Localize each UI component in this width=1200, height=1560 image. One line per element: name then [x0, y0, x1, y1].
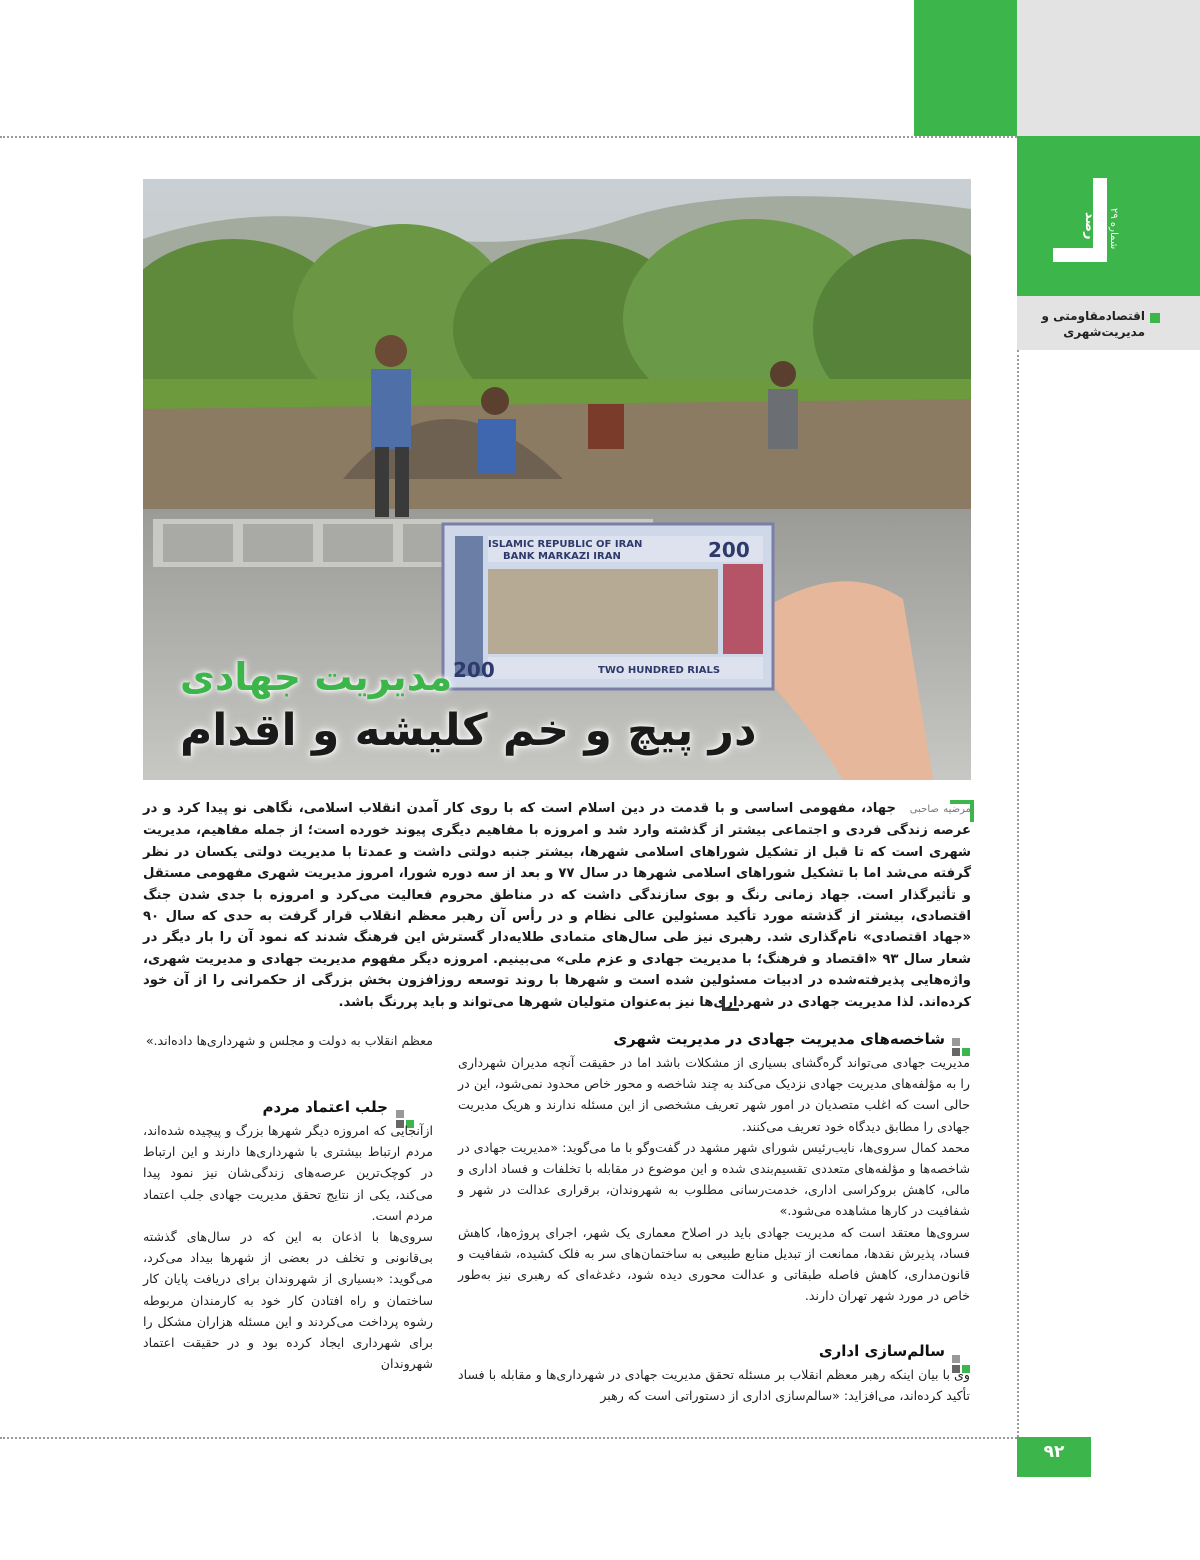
header-divider [0, 136, 1017, 138]
banknote-line2: BANK MARKAZI IRAN [503, 551, 621, 562]
paragraph: سروی‌ها معتقد است که مدیریت جهادی باید در اصلاح معماری یک شهر، اجرای پروژه‌ها، کاهش فساد، پذیرش نقدها، ممانعت از تبدیل منابع طبیعی به ساختمان‌های سر به فلک کشیده، شفافیت و قانون‌مداری، کاهش فاصله طبقاتی و عدالت محوری دیده شود، دغدغه‌ای که رهبری نیز به‌طور خاص در مورد شهر تهران دارند. [458, 1224, 970, 1304]
left-column-top: معظم انقلاب به دولت و مجلس و شهرداری‌ها داده‌اند.» [145, 1033, 433, 1048]
banknote-value-bottom: 200 [453, 658, 495, 682]
issue-label: شماره ۲۹ [1108, 208, 1119, 250]
header-green-block [914, 0, 1017, 136]
footer-divider [0, 1437, 1017, 1439]
right-column-text [458, 1052, 970, 1306]
section-bullet-icon [1150, 313, 1160, 323]
banknote-bottom-text: TWO HUNDRED RIALS [598, 665, 721, 676]
magazine-logo-text: رصد [1082, 212, 1097, 240]
section-heading-admin: سالم‌سازی اداری [818, 1342, 945, 1360]
paragraph: ازآنجایی که امروزه دیگر شهرها بزرگ و پیچیده شده‌اند، مردم ارتباط بیشتری با شهرداری‌ها دارند و این ارتباط در کوچک‌ترین عرصه‌های زندگی‌شان نیز نمود پیدا می‌کند، یکی از نتایج تحقق مدیریت جهادی جلب اعتماد مردم است. [143, 1123, 433, 1223]
lead-text: جهاد، مفهومی اساسی و با قدمت در دین اسلام است که با روی کار آمدن انقلاب اسلامی، نگاهی نو پیدا کرد و در عرصه زندگی فردی و اجتماعی بیشتر از گذشته وارد شد و امروزه با مفاهیم دیگری پیوند خورده است؛ از جمله مفاهیم، مدیریت شهری است که تا قبل از تشکیل شوراهای اسلامی شهرها، بیشتر جنبه دولتی داشت و عمدتا با مدیریت دولتی یکسان در نظر گرفته می‌شد اما با تشکیل شوراهای اسلامی شهرها در سال ۷۷ و بعد از سه دوره شورا، امروز مدیریت شهری مفهومی مستقل و تأثیرگذار است. جهاد زمانی رنگ و بوی سازندگی داشت که در مناطق محروم فعالیت می‌کرد و امروزه با جدی شدن جنگ اقتصادی، بیشتر از گذشته مورد تأکید مسئولین عالی نظام و در رأس آن رهبر معظم انقلاب قرار گرفت به حدی که سال ۹۰ «جهاد اقتصادی» نام‌گذاری شد. رهبری نیز طی سال‌های متمادی طلایه‌دار گسترش این فرهنگ شدند که نمود آن را بار دیگر در شعار سال ۹۳ «اقتصاد و فرهنگ؛ با مدیریت جهادی و عزم ملی» می‌بینیم. امروزه دیگر مفهوم مدیریت جهادی و مدیریت شهری، واژه‌هایی پذیرفته‌شده در ادبیات مسئولین شده است و شهرها با روند توسعه روزافزون بخش بزرگی از حکمرانی را از آن خود کرده‌اند. لذا مدیریت جهادی در شهرداری‌ها نیز به‌عنوان متولیان شهرها می‌تواند و باید پررنگ باشد. [143, 801, 971, 1010]
header-gray-block [1017, 0, 1200, 136]
article-title: مدیریت جهادی [180, 655, 453, 699]
side-divider [1017, 350, 1019, 1437]
banknote-line1: ISLAMIC REPUBLIC OF IRAN [488, 539, 643, 550]
lead-end-icon [722, 996, 739, 1011]
paragraph: محمد کمال سروی‌ها، نایب‌رئیس شورای شهر مشهد در گفت‌وگو با ما می‌گوید: «مدیریت جهادی در شاخصه‌ها و مؤلفه‌های متعددی تقسیم‌بندی شده و این موضوع در مقابله با تخلفات و فساد اداری و مالی، کاهش بروکراسی اداری، خدمت‌رسانی مطلوب به شهروندان، برقراری عدالت در شهر و شفافیت در کارها مشاهده می‌شود.» [458, 1139, 970, 1219]
author-name: مرضیه صاحبی [909, 804, 971, 815]
paragraph: سروی‌ها با اذعان به این که در سال‌های گذشته بی‌قانونی و تخلف در بعضی از شهرها بیداد می‌کرد، می‌گوید: «بسیاری از شهروندان برای دریافت پایان کار ساختمان و راه افتادن کار خود به کارمندان مربوطه رشوه پرداخت می‌کردند و این مسئله هزاران مشکل را برای شهرداری ایجاد کرده بود و در حقیقت اعتماد شهروندان [143, 1229, 433, 1372]
left-column-text [143, 1120, 433, 1374]
lead-paragraph [143, 798, 971, 1013]
section-heading-trust: جلب اعتماد مردم [262, 1098, 388, 1116]
article-subtitle: در پیچ و خم کلیشه و اقدام [180, 705, 757, 756]
logo-block [1017, 136, 1200, 296]
section-label: اقتصادمقاومتی و مدیریت‌شهری [1041, 309, 1145, 339]
page-number: ۹۲ [1043, 1442, 1065, 1462]
paragraph: مدیریت جهادی می‌تواند گره‌گشای بسیاری از مشکلات باشد اما در حقیقت آنچه مدیران شهرداری را به مؤلفه‌های مدیریت جهادی نزدیک می‌کند به چند شاخصه و محور خاص محدود نمی‌شود، این در حالی است که اغلب متصدیان در امور شهر تعریف مشخصی از این مسئله ندارند و هریک مدیریت جهادی را مطابق دیدگاه خود تعریف می‌کنند. [458, 1055, 970, 1134]
right-column-continued: وی با بیان اینکه رهبر معظم انقلاب بر مسئله تحقق مدیریت جهادی در شهرداری‌ها و مقابله با فساد تأکید کرده‌اند، می‌افزاید: «سالم‌سازی اداری از دستوراتی است که رهبر [458, 1367, 970, 1404]
section-heading-indicators: شاخصه‌های مدیریت جهادی در مدیریت شهری [613, 1030, 945, 1048]
banknote-value-top: 200 [708, 538, 750, 562]
